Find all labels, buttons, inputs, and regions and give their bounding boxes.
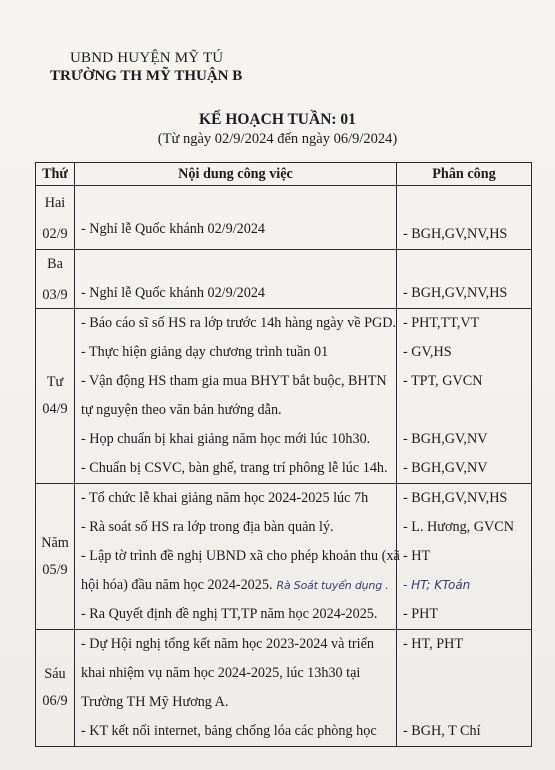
table-row — [36, 250, 532, 309]
day-cell — [36, 484, 75, 630]
plan-date-range: (Từ ngày 02/9/2024 đến ngày 06/9/2024) — [157, 131, 398, 147]
content-line — [75, 186, 396, 215]
assign-line: - GV,HS — [403, 344, 452, 360]
content-line: - Thực hiện giảng dạy chương trình tuần 01 — [81, 344, 329, 360]
assign-line: - HT — [403, 548, 431, 564]
content-line: - KT kết nối internet, bảng chống lóa các phòng học — [81, 723, 377, 739]
day-date: 02/9 — [42, 225, 68, 242]
plan-title: KẾ HOẠCH TUẦN: 01 — [199, 111, 356, 128]
content-line: - Nghỉ lễ Quốc khánh 02/9/2024 — [81, 285, 266, 301]
content-cell — [75, 186, 397, 250]
assign-line — [397, 571, 531, 600]
assign-cell — [397, 630, 532, 747]
assign-line — [397, 659, 531, 688]
content-line: Trường TH Mỹ Hương A. — [81, 694, 229, 710]
assign-cell — [397, 309, 532, 484]
table-row — [36, 186, 532, 250]
assign-line: - BGH, T Chí — [403, 723, 481, 739]
content-line: - Báo cáo sĩ số HS ra lớp trước 14h hàng ngày về PGD. — [81, 315, 397, 331]
assign-line: - BGH,GV,NV — [403, 431, 488, 447]
assign-line: - BGH,GV,NV,HS — [403, 285, 508, 301]
assign-line — [397, 688, 531, 717]
assign-line: - BGH,GV,NV,HS — [403, 226, 508, 242]
assign-line — [397, 186, 531, 215]
content-line: - Lập tờ trình đề nghị UBND xã cho phép khoản thu (xã — [81, 548, 400, 564]
assign-line: - L. Hương, GVCN — [403, 519, 514, 535]
table-row — [36, 309, 532, 484]
day-name: Tư — [46, 374, 64, 390]
header-content: Nội dung công việc — [75, 163, 397, 186]
table-row — [36, 630, 532, 747]
content-cell — [75, 250, 397, 309]
content-line: - Nghỉ lễ Quốc khánh 02/9/2024 — [81, 221, 266, 237]
day-name: Ba — [47, 256, 63, 272]
content-line: - Ra Quyết định đề nghị TT,TP năm học 2024-2025. — [81, 606, 378, 622]
day-date: 04/9 — [42, 401, 68, 417]
day-cell — [36, 630, 75, 747]
table-row — [36, 484, 532, 630]
day-date: 06/9 — [42, 693, 68, 709]
day-date: 03/9 — [42, 287, 68, 303]
content-line: tự nguyện theo văn bản hướng dẫn. — [81, 402, 282, 418]
content-line: - Rà soát số HS ra lớp trong địa bàn quản lý. — [81, 519, 334, 535]
assign-line — [397, 396, 531, 425]
content-line — [75, 250, 396, 279]
handwritten-note: Rà Soát tuyển dụng . — [276, 579, 389, 592]
content-line: - Chuẩn bị CSVC, bàn ghế, trang trí phông lễ lúc 14h. — [81, 460, 388, 476]
assign-line: - PHT — [403, 606, 439, 622]
assign-line: - BGH,GV,NV — [403, 460, 488, 476]
content-cell — [75, 309, 397, 484]
assign-line — [397, 250, 531, 279]
content-line: - Họp chuẩn bị khai giảng năm học mới lúc 10h30. — [81, 431, 371, 447]
content-line: - Dự Hội nghị tổng kết năm học 2023-2024 và triển — [81, 636, 374, 652]
assign-line: - TPT, GVCN — [403, 373, 483, 389]
handwritten-assign-note: - HT; KToán — [403, 578, 471, 592]
day-name: Hai — [44, 194, 66, 211]
assign-line: - HT, PHT — [403, 636, 464, 652]
day-cell — [36, 186, 75, 250]
table-header-row — [36, 163, 532, 186]
content-line: khai nhiệm vụ năm học 2024-2025, lúc 13h30 tại — [81, 665, 361, 681]
school-header: TRƯỜNG TH MỸ THUẬN B — [50, 68, 243, 84]
assign-cell — [397, 484, 532, 630]
content-line: - Tổ chức lễ khai giảng năm học 2024-2025 lúc 7h — [81, 490, 369, 506]
day-name: Năm — [41, 534, 69, 551]
assign-cell — [397, 250, 532, 309]
day-cell — [36, 250, 75, 309]
assign-line: - BGH,GV,NV,HS — [403, 490, 508, 506]
day-cell — [36, 309, 75, 484]
header-day: Thứ — [36, 163, 75, 186]
assign-line: - PHT,TT,VT — [403, 315, 480, 331]
content-line — [75, 571, 396, 600]
content-cell — [75, 484, 400, 630]
content-cell — [75, 630, 397, 747]
content-line-text: hội hóa) đầu năm học 2024-2025. — [81, 577, 273, 593]
weekly-plan-table — [35, 162, 532, 747]
day-date: 05/9 — [42, 561, 68, 578]
header-assign: Phân công — [397, 163, 532, 186]
day-name: Sáu — [44, 666, 66, 682]
assign-cell — [397, 186, 532, 250]
content-line: - Vận động HS tham gia mua BHYT bắt buộc, BHTN — [81, 373, 387, 389]
district-header: UBND HUYỆN MỸ TÚ — [70, 50, 224, 66]
